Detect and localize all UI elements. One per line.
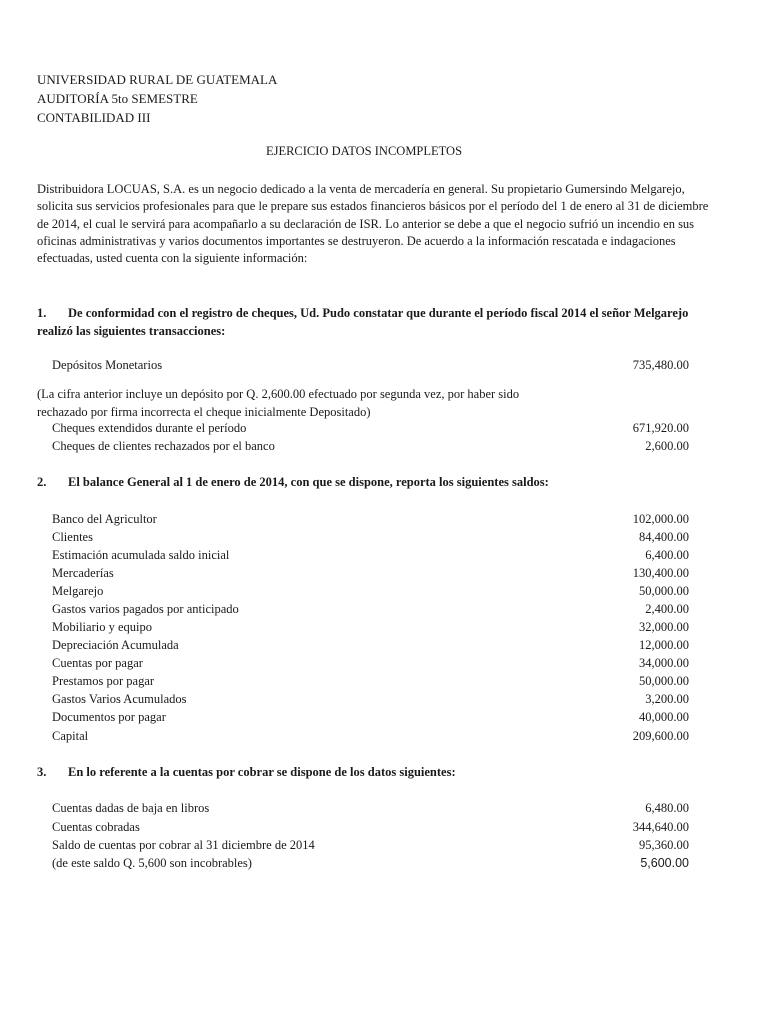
table-row bbox=[52, 801, 689, 819]
row-label: Cuentas cobradas bbox=[52, 820, 140, 834]
row-label: Mercaderías bbox=[52, 566, 114, 580]
table-row bbox=[52, 638, 689, 656]
table-row bbox=[52, 856, 689, 874]
section-3-heading bbox=[37, 764, 697, 782]
row-value: 12,000.00 bbox=[639, 638, 689, 652]
row-label: Cuentas dadas de baja en libros bbox=[52, 801, 210, 815]
section-heading-text: El balance General al 1 de enero de 2014, con que se dispone, reporta los siguientes saldos: bbox=[68, 475, 549, 489]
row-label: Gastos Varios Acumulados bbox=[52, 692, 187, 706]
row-label: Cheques de clientes rechazados por el banco bbox=[52, 439, 275, 453]
row-label: Depreciación Acumulada bbox=[52, 638, 179, 652]
row-label: Cheques extendidos durante el período bbox=[52, 421, 247, 435]
row-value: 671,920.00 bbox=[632, 421, 689, 435]
course-name: CONTABILIDAD III bbox=[37, 110, 151, 125]
row-value: 130,400.00 bbox=[632, 566, 689, 580]
table-row bbox=[52, 530, 689, 548]
table-row bbox=[52, 729, 689, 747]
table-row bbox=[52, 602, 689, 620]
row-value: 6,480.00 bbox=[645, 801, 689, 815]
row-label: Melgarejo bbox=[52, 584, 104, 598]
row-label: Gastos varios pagados por anticipado bbox=[52, 602, 239, 616]
row-label: Cuentas por pagar bbox=[52, 656, 143, 670]
section-number: 1. bbox=[37, 306, 47, 320]
table-row bbox=[52, 548, 689, 566]
row-value: 84,400.00 bbox=[639, 530, 689, 544]
row-label: Clientes bbox=[52, 530, 93, 544]
row-value: 102,000.00 bbox=[632, 512, 689, 526]
row-label: Banco del Agricultor bbox=[52, 512, 157, 526]
deposit-note: (La cifra anterior incluye un depósito por Q. 2,600.00 efectuado por segunda vez, por haber sido rechazado por firma incorrecta el cheque inicialmente Depositado) bbox=[37, 387, 520, 419]
table-row bbox=[52, 692, 689, 710]
exercise-title: EJERCICIO DATOS INCOMPLETOS bbox=[265, 144, 463, 158]
row-value: 735,480.00 bbox=[632, 358, 689, 372]
row-value: 3,200.00 bbox=[645, 692, 689, 706]
row-label: (de este saldo Q. 5,600 son incobrables) bbox=[52, 856, 252, 870]
intro-paragraph: Distribuidora LOCUAS, S.A. es un negocio dedicado a la venta de mercadería en general. Su propietario Gumersindo Melgarejo, solicita sus servicios profesionales para que le prepare sus estados financieros básicos por el período del 1 de enero al 31 de diciembre de 2014, el cual le servirá para acompañarlo a su declaración de ISR. Lo anterior se debe a que el negocio sufrió un incendio en sus oficinas administrativas y varios documentos importantes se destruyeron. De acuerdo a la información rescatada e indagaciones efectuadas, usted cuenta con la siguiente información: bbox=[37, 182, 709, 266]
table-row bbox=[52, 710, 689, 728]
table-row bbox=[52, 584, 689, 602]
row-value: 6,400.00 bbox=[645, 548, 689, 562]
table-row bbox=[52, 656, 689, 674]
course-semester: AUDITORÍA 5to SEMESTRE bbox=[37, 91, 198, 106]
row-value: 50,000.00 bbox=[639, 584, 689, 598]
table-row bbox=[52, 620, 689, 638]
row-value: 50,000.00 bbox=[639, 674, 689, 688]
row-value: 40,000.00 bbox=[639, 710, 689, 724]
row-label: Mobiliario y equipo bbox=[52, 620, 152, 634]
section-number: 3. bbox=[37, 765, 47, 779]
row-label: Documentos por pagar bbox=[52, 710, 166, 724]
table-row bbox=[52, 838, 689, 856]
section-2-heading bbox=[37, 474, 697, 492]
row-value: 95,360.00 bbox=[639, 838, 689, 852]
deposits-row bbox=[52, 358, 689, 376]
row-value: 5,600.00 bbox=[640, 856, 689, 870]
table-row bbox=[52, 421, 689, 439]
row-value: 2,600.00 bbox=[645, 439, 689, 453]
row-value: 344,640.00 bbox=[632, 820, 689, 834]
table-row bbox=[52, 512, 689, 530]
row-value: 209,600.00 bbox=[632, 729, 689, 743]
row-label: Depósitos Monetarios bbox=[52, 358, 163, 372]
row-label: Estimación acumulada saldo inicial bbox=[52, 548, 230, 562]
table-row bbox=[52, 566, 689, 584]
row-value: 32,000.00 bbox=[639, 620, 689, 634]
row-value: 2,400.00 bbox=[645, 602, 689, 616]
university-name: UNIVERSIDAD RURAL DE GUATEMALA bbox=[37, 72, 278, 87]
section-heading-text: En lo referente a la cuentas por cobrar se dispone de los datos siguientes: bbox=[68, 765, 456, 779]
section-number: 2. bbox=[37, 475, 47, 489]
row-value: 34,000.00 bbox=[639, 656, 689, 670]
row-label: Saldo de cuentas por cobrar al 31 diciembre de 2014 bbox=[52, 838, 315, 852]
row-label: Capital bbox=[52, 729, 89, 743]
document-header bbox=[37, 70, 277, 127]
table-row bbox=[52, 820, 689, 838]
section-heading-text: De conformidad con el registro de cheques, Ud. Pudo constatar que durante el período fiscal 2014 el señor Melgarejo realizó las siguientes transacciones: bbox=[37, 306, 689, 338]
table-row bbox=[52, 439, 689, 457]
table-row bbox=[52, 674, 689, 692]
row-label: Prestamos por pagar bbox=[52, 674, 155, 688]
section-1-heading bbox=[37, 305, 697, 340]
